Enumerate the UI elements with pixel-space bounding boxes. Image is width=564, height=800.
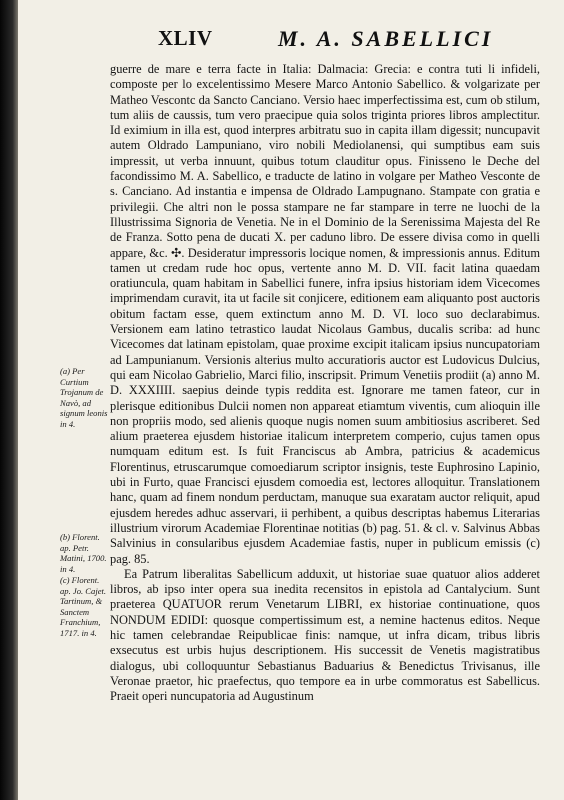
book-spine-shadow [0,0,18,800]
book-page [18,0,564,800]
paragraph: Ea Patrum liberalitas Sabellicum adduxit, ut historiae suae quatuor alios adderet libros, ab ipso inter opera sua inedita recensitos in epistola ad Cantalycium. Sunt praeterea QUATUOR rerum Venetarum LIBRI, ex historiae continuatione, quos NONDUM EDIDI: quosque compertissimum est, a nemine hactenus editos. Neque hic tamen celebrandae Reipublicae finis: namque, ut infra dicam, tribus libris exsecutus est urbis hujus descriptionem. His successit de Venetis magistratibus dialogus, ubi colloquuntur Sebastianus Baduarius & Benedictus Trivisanus, ille Veronae praetor, hic praefectus, quo tempore ea in urbe commoratus est Sabellicus. Praeit operi nuncupatoria ad Augustinum [110,566,540,704]
paragraph: guerre de mare e terra facte in Italia: Dalmacia: Grecia: e contra tuti li infideli, composte per lo excelentissimo Mesere Marco Antonio Sabellico. & volgarizate per Matheo Vescontc da Sancto Canciano. Versio haec imperfectissima est, cum ob stilum, tum aliis de caussis, tum vero praecipue quia solos triginta priores libros amplectitur. Id eximium in illa est, quod interpres arbitratu suo in capita illam digessit; nuncupavit autem Oldrado Lampuniano, viro nobili Mediolanensi, qui sumptibus eam suis impressit, ut verba innuunt, quibus totum clauditur opus. Finisseno le Deche del facondissimo M. A. Sabellico, e traducte de latino in volgare per Matheo Vesconte de s. Canciano. Ad instantia e impensa de Oldrado Lampugnano. Stampate con gratia e privilegii. Che altri non le possa stampare ne far stampare in terre ne luochi de la Illustrissima Signoria de Venetia. Ne in el Dominio de la Serenissima Majesta del Re de Franza. Sotto pena de ducati X. per caduno libro. De essere divisa como in quelli appare, &c. ✣. Desideratur impressoris locique nomen, & impressionis annus. Editum tamen ut credam rude hoc opus, vertente anno M. D. VII. facit latina quaedam oratiuncula, quam habitam in Sabellici funere, infra ipsius historiam idem Vicecomes imprimendam curavit, ita ut facile sit conjicere, editionem eam aliquanto post auctoris obitum factam esse, quem extinctum anno M. D. VI. loco suo declarabimus. Versionem eam latino tetrastico laudat Nicolaus Gambus, ducalis scriba: ad hunc Vicecomes dat latinam epistolam, quae proxime excipit italicam ipsius nuncupatoriam ad Lampunianum. Versionis alterius multo accuratioris auctor est Ludovicus Dulcius, qui eam Nicolao Gabrielio, Marci filio, inscripsit. Primum Venetiis prodiit (a) anno M. D. XXXIIII. saepius deinde typis reddita est. Ignorare me tamen fateor, cur in plerisque editionibus Dulcii nomen non appareat etiamtum viventis, cum alioquin ille non propriis modo, sed alienis quoque nugis nomen suum ambitiosius ascriberet. Sed alium praeterea ejusdem historiae italicum interpretem comperio, cujus tamen opus numquam editum est. Is fuit Franciscus ab Ambra, patricius & academicus Florentinus, etruscarumque comoediarum scriptor insignis, teste Euphrosino Lapinio, ubi in Furto, quae Francisci ejusdem comoedia est, lectores alloquitur. Translationem hanc, quam ad finem nondum perductam, manuque sua exaratam auctor reliquit, apud ejusdem heredes adhuc asservari, ii perhibent, a quibus descriptas habemus Literarias illustrium virorum Academiae Florentinae notitias (b) pag. 51. & cl. v. Salvinus Abbas Salvinius in consularibus ejusdem Academiae fastis, nuper in publicum emissis (c) pag. 85. [110,62,540,566]
margin-note-a: (a) Per Curtium Trojanum de Navò, ad signum leonis in 4. [60,366,108,429]
running-title: M. A. SABELLICI [278,26,494,51]
page-number: XLIV [158,26,213,50]
margin-note-c: (c) Florent. ap. Jo. Cajet. Tartinum, & Sanctem Franchium, 1717. in 4. [60,575,107,638]
page-header [158,26,498,56]
margin-note-b: (b) Florent. ap. Petr. Matini, 1700. in 4. [60,532,107,574]
main-text [110,62,540,704]
